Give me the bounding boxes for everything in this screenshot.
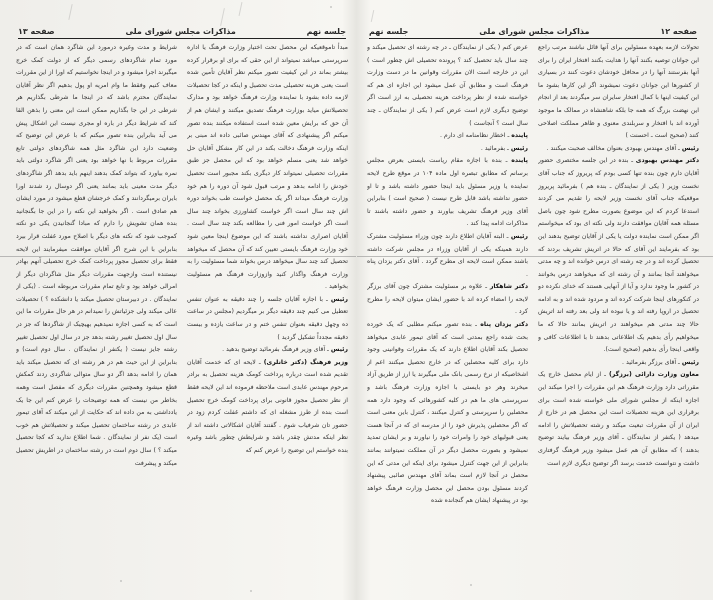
scan-artifact [250,590,252,592]
paragraph: رئیس ـ البته آقایان اطلاع دارند چون وزراء مسئولیت مشترک دارند همینکه یکی از آقایان وزراء در مجلس شرکت داشته باشند ممکن است لایحه ای مطرح گردد . آقای دکتر یزدان پناه . [367,232,528,278]
scan-fold-line [0,256,356,257]
speaker-name: دکتر یزدان پناه [480,321,528,329]
speaker-name: رئیس [681,358,699,366]
column-left [367,42,528,570]
column-right [538,42,699,570]
paragraph: وزیر فرهنگ (دکتر خانلری) ـ لایحه ای که خدمت آقایان تقدیم شده است درباره پرداخت کومک هزینه تحصیل به برادر مرحوم مهندس عابدی است ملاحظه فرموده اند این لایحه فقط از نظر تحصیل مجوز قانونی برای پرداخت کومک خرج تحصیل است بنده از طرز مشغله ای که داشتم غفلت کردم زود در حضور تان شرفیاب شوم . گفتند آقایان اشکالاتی داشته اند از نظر اینکه مدتش چقدر باشد و شرایطش چطور باشد وغیره بنده خواستم این توضیح را عرض کنم که [187,358,348,454]
paragraph: شرایط و مدت وغیره درمورد این شاگرد همان است که در مورد تمام شاگردهای رسمی دیگر که از دولت کمک خرج میگیرند اجرا میشود و در اینجا نخواستیم که اورا از این مقررات معاف کنیم وفقط ما وام امریه او پول بدهیم اگر نظر آقایان نمایندگان محترم باشد که در اینجا ما شرطی بگذاریم هر شرطی در این جا بگذاریم ممکن است این معنی را بذهن القا کند که شرایط دیگر در باره او مجری نیست این اشکال پیش می آید بنابراین بنده تصور میکنم که با عرض این توضیح که وضعیت دارد این شاگرد مثل همه شاگردهای دولتی تابع مقررات مربوط با نها خواهد بود یعنی اگر شاگرد دولتی باید نمره بیاورد که بتواند کمک بدهند اینهم باید بدهد اگر شاگردهای دیگر مدت معینی باید بمانند یعنی اگر دوسال رد شدند اورا بایران برمیگردانند و کمک خرجشان قطع میشود در مورد ایشان هم صادق است . اگر بخواهید این نکته را در این جا بگنجانید بنده همان تشویش را دارم که مبادا گنجانیدن یکی دو نکته کموجب شود که نکته های دیگر با اصلاح مورد غفلت قرار بیرد بنابراین با این شرح اگر آقایان موافقت میفرمایند این لایحه فقط برای تحصیل مجوز پرداخت کمک خرج تحصیلی آنهم بهادر نیستنده است وازجهت مقررات دیگر مثل شاگردان دیگر از امرالی خواهد بود و تابع تمام مقررات مربوطه است . (یکی از نمایندگان . در دبیرستان تحصیل میکند یا دانشکده ؟ ) تحصیلات عالی میکند ولی جزئیاتش را نمیدانم در هر حال مقررات ما این است که به کسی اجازه نمیدهیم بهیچیک از شاگردها که جز در سال اول تحصیل تغییر رشته بدهد جز در سال اول تحصیل تغییر رشته جایز نیست ( یکنفر از نمایندگان . سال دوم است) و بنابراین از این حیث هم در هر رشته ای که تحصیل میکند باید همان را ادامه بدهد اگر دو سال متوالی شاگردی ردند کمکش قطع میشود وهمچنین مقررات دیگری که مفصل است وهمه بخاطر من نیست که همه توضیحات را عرض کنم این جا یک یادداشتی به من داده اند که حکایت از این میکند که آقای تیمور عابدی در رشته ساختمان تحصیل میکند و تحصیلاتش هم خوب است (یک نفر از نمایندگان . شما اطلاع ندارید که کجا تحصیل میکند ؟ ) سال دوم است در رشته ساختمان در اطریش تحصیل میکند و پیشرفت [16,44,177,467]
page-running-title: مذاکرات مجلس شورای ملی [125,27,236,36]
column-right [187,42,348,570]
session-label: جلسه نهم [369,27,409,36]
page-12 [357,0,713,600]
page-13 [0,0,356,600]
column-left [16,42,177,570]
paragraph: تحولات لازمه بعهده مسئولین برای آنها قائل نباشند مرتب راجع این جوانان توصیه بکنند آنها را هدایت بکنند افتخار ایران را برای آنها بفرستند آنها را در محافل خودشان دعوت کنند در بسیاری از کشورها این جوانان دعوت نمیشوند اگر این کارها بشود ما این کیفیت اینها با کمال افتخار سایران سر میگردند بعد از انجام این نهضت بزرگ که همه جا بلکه شاهنشاه در ممالک ما موجود آورده اند با افتخار و سربلندی معنوی و ظاهر مملکت اصلاحی کنند (صحیح است ـ احسنت ) [538,44,699,140]
page-number: صفحه ۱۲ [660,27,697,36]
speaker-name: پاینده [511,132,528,140]
speaker-name: رئیس [510,144,528,152]
speaker-name: دکتر مهندس بهبودی [635,157,699,165]
speaker-name: رئیس [330,295,348,303]
paragraph: پاینده ـ بنده با اجازه مقام ریاست بایستی بعرض مجلس برسانم که مطابق تبصره اول ماده ۱۰۴ در موقع طرح لایحه نماینده یا وزیر مسئول باید اینجا حضور داشته باشد و تا او حضور نداشته باشد قابل طرح نیست ( صحیح است ) بنابراین آقای وزیر فرهنگ تشریف بیاورند و حضور داشته باشند تا مذاکرات ادامه پیدا کند . [367,157,528,228]
paragraph: دکتر مهندس بهبودی ـ بنده در این جلسه مختصری حضور آقایان دارم چون بنده تنها کسی بودم که پریروز که جناب آقای نخست وزیر ( یکی از نمایندگان ـ بنده هم ) بفرمائید پریروز موقعیکه جناب آقای نخست وزیر لایحه را تقدیم می کردند استدعا کردم که این موضوع بصورت مطرح شود چون باصل مسئله همه آقایان موافقت دارند ولی نکته ای بود که میخواستم اگر ممکن است نماینده دولت یا یکی از آقایان توضیح بدهند این بود که بفرمایند این آقای که حالا در اتریش تشریف بردند که تحصیل کرده اند و در چه رشته ای درس خوانده اند و چه مدتی میخواهند آنجا بمانند و آن رشته ای که میخواهند درس بخوانند در کشور ما وجود ندارد و آیا از آنهایی هستند که خدای نکرده دو در کنکورهای اینجا شرکت کرده اند و مردود شده اند و به ادامه تحصیل در اروپا رفته اند و یا نبوده اند ولی بعد رفته اند اتریش حالا چند مدتی هم میخواهند در اتریش بمانند حالا که ما میخواهیم رأی بدهیم یک اطلاعاتی بدهند تا با اطلاعات کافی و واقعی اینجا رأی بدهیم (صحیح است). [538,157,699,354]
scan-fold-line [357,256,713,257]
paragraph: معاون وزارت دارائی (برزگر) ـ از ایام محصل خارج یک مقرراتی دارد وزارت فرهنگ هم این مقررات را اجرا میکند این اجازه اینکه از مجلس شورای ملی خواسته شده است برای برقراری این هزینه تحصیلات است این محصل هم در خارج از ایران از آن مقررات تبعیت میکند و رشته تحصیلاتش را ادامه میدهد ( یکنفر از نمایندگان ـ آقای وزیر فرهنگ بیایند توضیح بدهند ) که مطابق آن هم عمل میشود وزیر فرهنگ گرفتاری داشت و نتوانست خدمت برسد اگر توضیح دیگری لازم است [538,371,699,467]
speaker-name: دکتر شاهکار [489,283,528,291]
paragraph: رئیس ـ آقای وزیر فرهنگ بفرمائید توضیح بدهید . [222,346,348,354]
scan-artifact [470,584,472,586]
paragraph: دکتر یزدان پناه ـ بنده تصور میکنم مطلبی که یک خورده بحث شده راجع بمدتی است که آقای تیمور عابدی میخواهد تحصیل بکند آقایان اطلاع دارند که یک مقررات وقوانینی وجود دارد برای کلیه محصلین که در خارج تحصیل میکنند اعم از اشخاصیکه از نرخ رسمی بانک ملی میگیرند یا ارز از طریق آزاد میخرند وهر دو بایستی با اجازه وزارت فرهنگ باشد و سرپرستی های ما هم در کلیه کشورهائی که وجود دارد همه محصلین را سرپرستی و کنترل میکنند ، کنترل باین معنی است که اگر محصلین پذیرش خود را از مدرسه ای که در آنجا هست یعنی قبولیهای خود را وامرات خود را نیاورند و بر ایشان تمدید نمیشود و بصورت محصل دیگر در آن مملکت نمیتوانند بمانند بنابراین از این جهت کنترل میشود برای اینکه این مدتی که این محصل در آنجا لازم است بماند آقای مهندس صائبی پیشنهاد کردند مسئول بودن محصل این محصل وزارت فرهنگ خواهد بود در پیشنهاد ایشان هم گنجانده شده [367,321,528,505]
paragraph: عرض کنم ( یکی از نمایندگان ـ در چه رشته ای تحصیل میکند و چند سال باید تحصیل کند ؟ پرونده تحصیلی اش چطور است ) این در خارجه است الان مقررات وقوانین ما در دست وزارت فرهنگ است و مطابق آن عمل میشود این اجازه ای هم که خواسته شده از نظر پرداخت هزینه تحصیلی به ارز است اگر توضیح دیگری لازم است عرض کنم ( یکی از نمایندگان ـ چند سال است ؟ آنجاست ) [367,44,528,127]
speaker-name: وزیر فرهنگ (دکتر خانلری) [263,358,348,366]
paragraph: رئیس ـ بفرمائید . [480,144,528,152]
speaker-name: پاینده [511,157,528,165]
page-number: صفحه ۱۳ [18,27,55,36]
page-header [369,22,697,39]
paragraph: رئیس ـ آقای برزگر بفرمائید . [622,358,699,366]
speaker-name: رئیس [681,144,699,152]
scan-artifact [330,6,332,8]
speaker-name: رئیس [510,232,528,240]
text-columns [367,42,699,570]
page-running-title: مذاکرات مجلس شورای ملی [479,27,590,36]
session-label: جلسه نهم [306,27,346,36]
scan-artifact [120,580,122,582]
paragraph: دکتر شاهکار ـ علاوه بر مسئولیت مشترک چون آقای برزگر لایحه را امضاء کرده اند با حضور ایشان میتوان لایحه را مطرح کرد . [367,283,528,316]
speaker-name: رئیس [330,346,348,354]
text-columns [16,42,348,570]
paragraph: رئیس ـ آقای مهندس بهبودی بعنوان مخالف صحبت میکنند . [546,144,699,152]
paragraph: رئیس ـ با اجازه آقایان جلسه را چند دقیقه به عنوان تنفس تعطیل می کنیم چند دقیقه دیگر بر میگردیم (مجلس در ساعت ده وچهل دقیقه بعنوان تنفس ختم و در ساعت یازده و بیست دقیقه مجدداً تشکیل گردید ) [187,295,348,341]
paragraph: مبدأ تاموقعیکه این محصل تحت اختیار وزارت فرهنگ یا اداره سرپرستی میباشد نمیتواند از این حقی که برای او برقرار کرده بیشتر بماند در این کیفیت تصور میکنم نظر آقایان تأمین شده است یعنی هزینه تحصیلی مدت تحصیل و اینکه در کجا تحصیلات لازمه داده بشود با نماینده وزارت فرهنگ خواهد بود و مدارک تحصیلاتش میاید بوزارت فرهنگ تصدیق میکنند و ایشان هم از آن حق که برایش معین شده است استفاده میکنند بنده تصور میکنم اگر پیشنهادی که آقای مهندس صائبی داده اند مبنی بر اینکه وزارت فرهنگ دخالت بکند در این کار مشکل آقایان حل خواهد شد یعنی مسلم خواهد بود که این محصل جز طبق مقررات تحصیلی نمیتواند کار دیگری بکند مجبور است تحصیل خودش را ادامه بدهد و مرتب قبول شود آن دوره را هم خود وزارت فرهنگ میداند اگر یک محصل خواست طب بخواند دوره اش چند سال است اگر خواست کشاورزی بخواند چند سال است اگر خواست امور فنی را مطالعه بکند چند سال است . آقایان اصراری نداشته باشند که این موضوع اینجا معین شود خود وزارت فرهنگ بایستی تعیین کند که آن محصل که میخواهد تحصیل کند چند سال میخواهد درس بخواند شما مسئولیت را به وزارت فرهنگ واگذار کنید وازوزارت فرهنگ هم مسئولیت بخواهید . [187,44,348,291]
page-header [18,22,346,39]
paragraph: پاینده ـ اخطار نظامنامه ای دارم . [439,132,528,140]
speaker-name: معاون وزارت دارائی (برزگر) [608,371,699,379]
